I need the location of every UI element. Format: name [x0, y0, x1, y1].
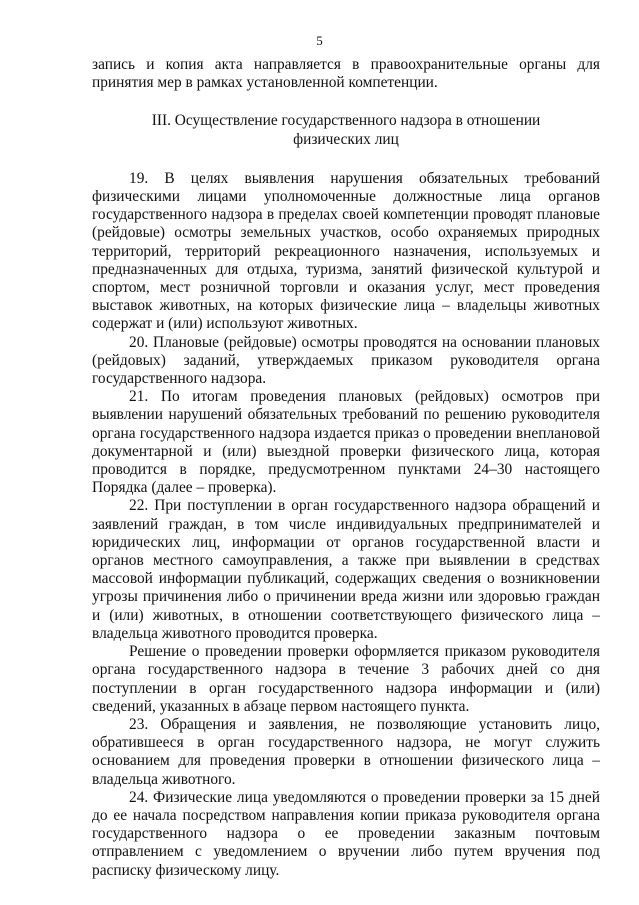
- paragraph-19: 19. В целях выявления нарушения обязательных требований физическими лицами уполномоченные должностные лица органов государственного надзора в пределах своей компетенции проводят плановые (рейдовые) осмотры земельных участков, особо охраняемых природных территорий, территорий рекреационного назначения, используемых и предназначенных для отдыха, туризма, занятий физической культурой и спортом, мест розничной торговли и оказания услуг, мест проведения выставок животных, на которых физические лица – владельцы животных содержат и (или) используют животных.: [92, 169, 600, 333]
- intro-paragraph: запись и копия акта направляется в правоохранительные органы для принятия мер в рамках установленной компетенции.: [92, 56, 600, 92]
- document-body: [92, 56, 600, 880]
- section-heading: III. Осуществление государственного надзора в отношении физических лиц: [151, 112, 541, 148]
- paragraph-24: 24. Физические лица уведомляются о проведении проверки за 15 дней до ее начала посредством направления копии приказа руководителя органа государственного надзора о ее проведении заказным почтовым отправлением с уведомлением о вручении либо путем вручения под расписку физическому лицу.: [92, 788, 600, 879]
- paragraph-23: 23. Обращения и заявления, не позволяющие установить лицо, обратившееся в орган государственного надзора, не могут служить основанием для проведения проверки в отношении физического лица – владельца животного.: [92, 715, 600, 788]
- paragraph-22: 22. При поступлении в орган государственного надзора обращений и заявлений граждан, в том числе индивидуальных предпринимателей и юридических лиц, информации от органов государственной власти и органов местного самоуправления, а также при выявлении в средствах массовой информации публикаций, содержащих сведения о возникновении угрозы причинения либо о причинении вреда жизни или здоровью граждан и (или) животных, в отношении соответствующего физического лица – владельца животного проводится проверка.: [92, 497, 600, 642]
- page-number: 5: [316, 33, 323, 48]
- paragraph-22-decision: Решение о проведении проверки оформляется приказом руководителя органа государственного надзора в течение 3 рабочих дней со дня поступлении в орган государственного надзора информации и (или) сведений, указанных в абзаце первом настоящего пункта.: [92, 643, 600, 715]
- paragraph-21: 21. По итогам проведения плановых (рейдовых) осмотров при выявлении нарушений обязательных требований по решению руководителя органа государственного надзора издается приказ о проведении внеплановой документарной и (или) выездной проверки физического лица, которая проводится в порядке, предусмотренном пунктами 24–30 настоящего Порядка (далее – проверка).: [92, 388, 600, 497]
- paragraph-20: 20. Плановые (рейдовые) осмотры проводятся на основании плановых (рейдовых) заданий, утверждаемых приказом руководителя органа государственного надзора.: [92, 333, 600, 388]
